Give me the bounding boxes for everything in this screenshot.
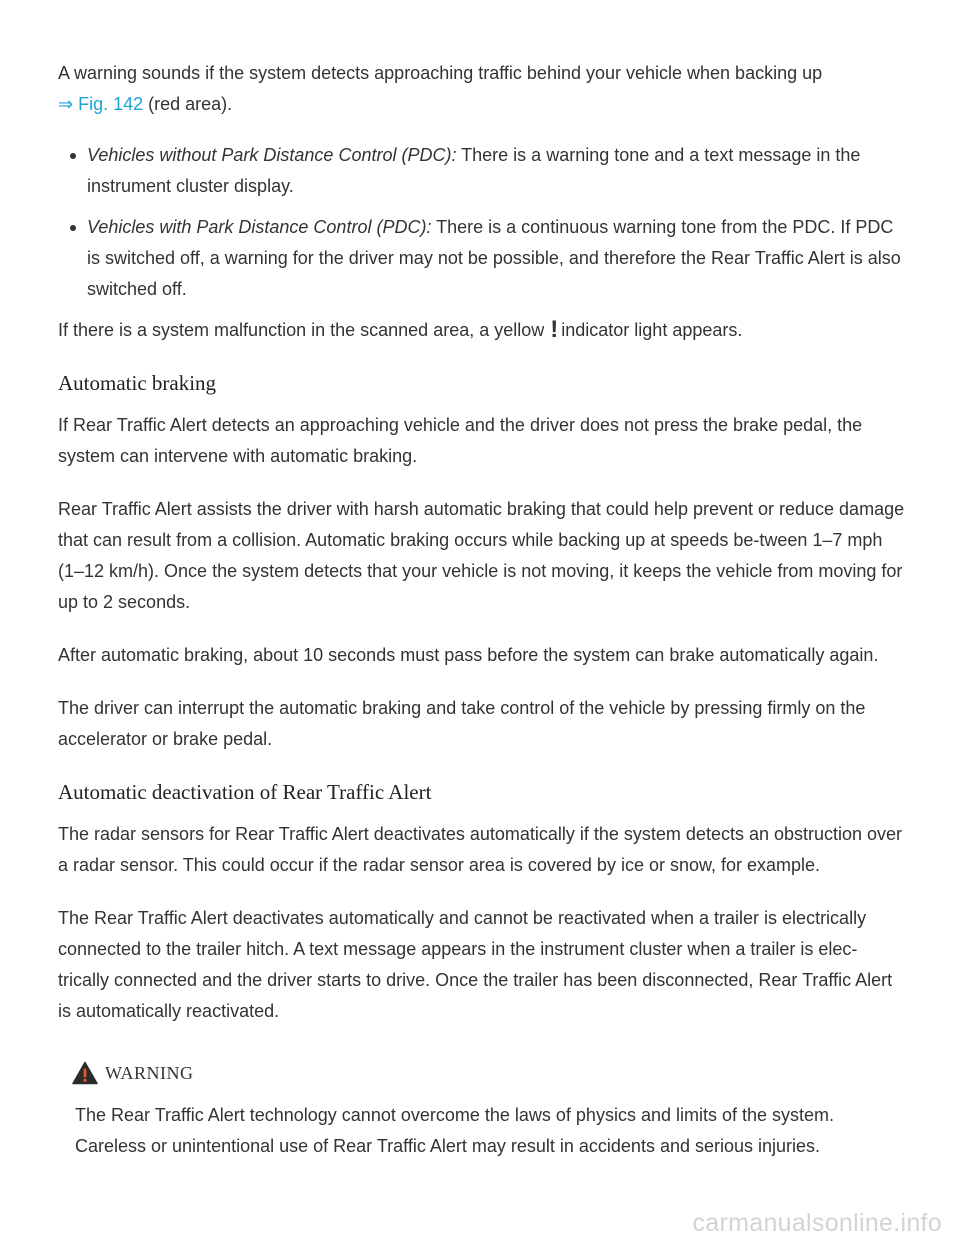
heading-automatic-deactivation: Automatic deactivation of Rear Traffic Alert bbox=[58, 780, 432, 804]
exclamation-indicator-icon: ! bbox=[550, 316, 559, 343]
bullet-text: There is a warning tone and a text message in the instrument cluster display. bbox=[87, 145, 861, 196]
intro-text-after: (red area). bbox=[148, 94, 233, 114]
intro-paragraph bbox=[58, 58, 908, 120]
bullet-text: There is a continuous warning tone from the PDC. If PDC is switched off, a warning for the driver may not be possible, and therefore the Rear Traffic Alert is also switched off. bbox=[87, 217, 901, 299]
heading-automatic-braking: Automatic braking bbox=[58, 371, 217, 395]
manual-page bbox=[58, 58, 908, 1162]
braking-paragraph: After automatic braking, about 10 seconds must pass before the system can brake automatically again. bbox=[58, 645, 879, 665]
vehicle-variant-list bbox=[58, 140, 908, 305]
malfunction-text: If there is a system malfunction in the scanned area, a yellow bbox=[58, 320, 545, 340]
braking-paragraph: Rear Traffic Alert assists the driver with harsh automatic braking that could help prevent or reduce damage that can result from a collision. Automatic braking occurs while backing up at speeds be-tween 1–7 mph (1–12 km/h). Once the system detects that your vehicle is not moving, it keeps the vehicle from moving for up to 2 seconds. bbox=[58, 499, 905, 612]
intro-text: A warning sounds if the system detects approaching traffic behind your vehicle when backing up bbox=[58, 63, 823, 83]
malfunction-text-after: indicator light appears. bbox=[561, 320, 743, 340]
bullet-label: Vehicles without Park Distance Control (PDC): bbox=[87, 145, 457, 165]
watermark: carmanualsonline.info bbox=[692, 1209, 942, 1237]
braking-paragraph: If Rear Traffic Alert detects an approaching vehicle and the driver does not press the brake pedal, the system can intervene with automatic braking. bbox=[58, 415, 863, 466]
bullet-label: Vehicles with Park Distance Control (PDC): bbox=[87, 217, 432, 237]
warning-triangle-icon bbox=[72, 1061, 98, 1085]
braking-paragraph: The driver can interrupt the automatic braking and take control of the vehicle by pressing firmly on the accelerator or brake pedal. bbox=[58, 698, 866, 749]
warning-text: The Rear Traffic Alert technology cannot overcome the laws of physics and limits of the system. Careless or unintentional use of Rear Traffic Alert may result in accidents and serious injuries. bbox=[75, 1105, 835, 1156]
list-item bbox=[58, 140, 908, 202]
deactivation-paragraph: The Rear Traffic Alert deactivates automatically and cannot be reactivated when a trailer is electrically connected to the trailer hitch. A text message appears in the instrument cluster when a trailer is elec-trically connected and the driver starts to drive. Once the trailer has been disconnected, Rear Traffic Alert is automatically reactivated. bbox=[58, 908, 893, 1021]
deactivation-paragraph: The radar sensors for Rear Traffic Alert deactivates automatically if the system detects an obstruction over a radar sensor. This could occur if the radar sensor area is covered by ice or snow, for example. bbox=[58, 824, 903, 875]
malfunction-paragraph bbox=[58, 315, 908, 346]
fig-142-link[interactable]: ⇒ Fig. 142 bbox=[58, 94, 144, 114]
warning-header bbox=[72, 1061, 908, 1085]
warning-label: WARNING bbox=[105, 1062, 194, 1083]
list-item bbox=[58, 212, 908, 305]
